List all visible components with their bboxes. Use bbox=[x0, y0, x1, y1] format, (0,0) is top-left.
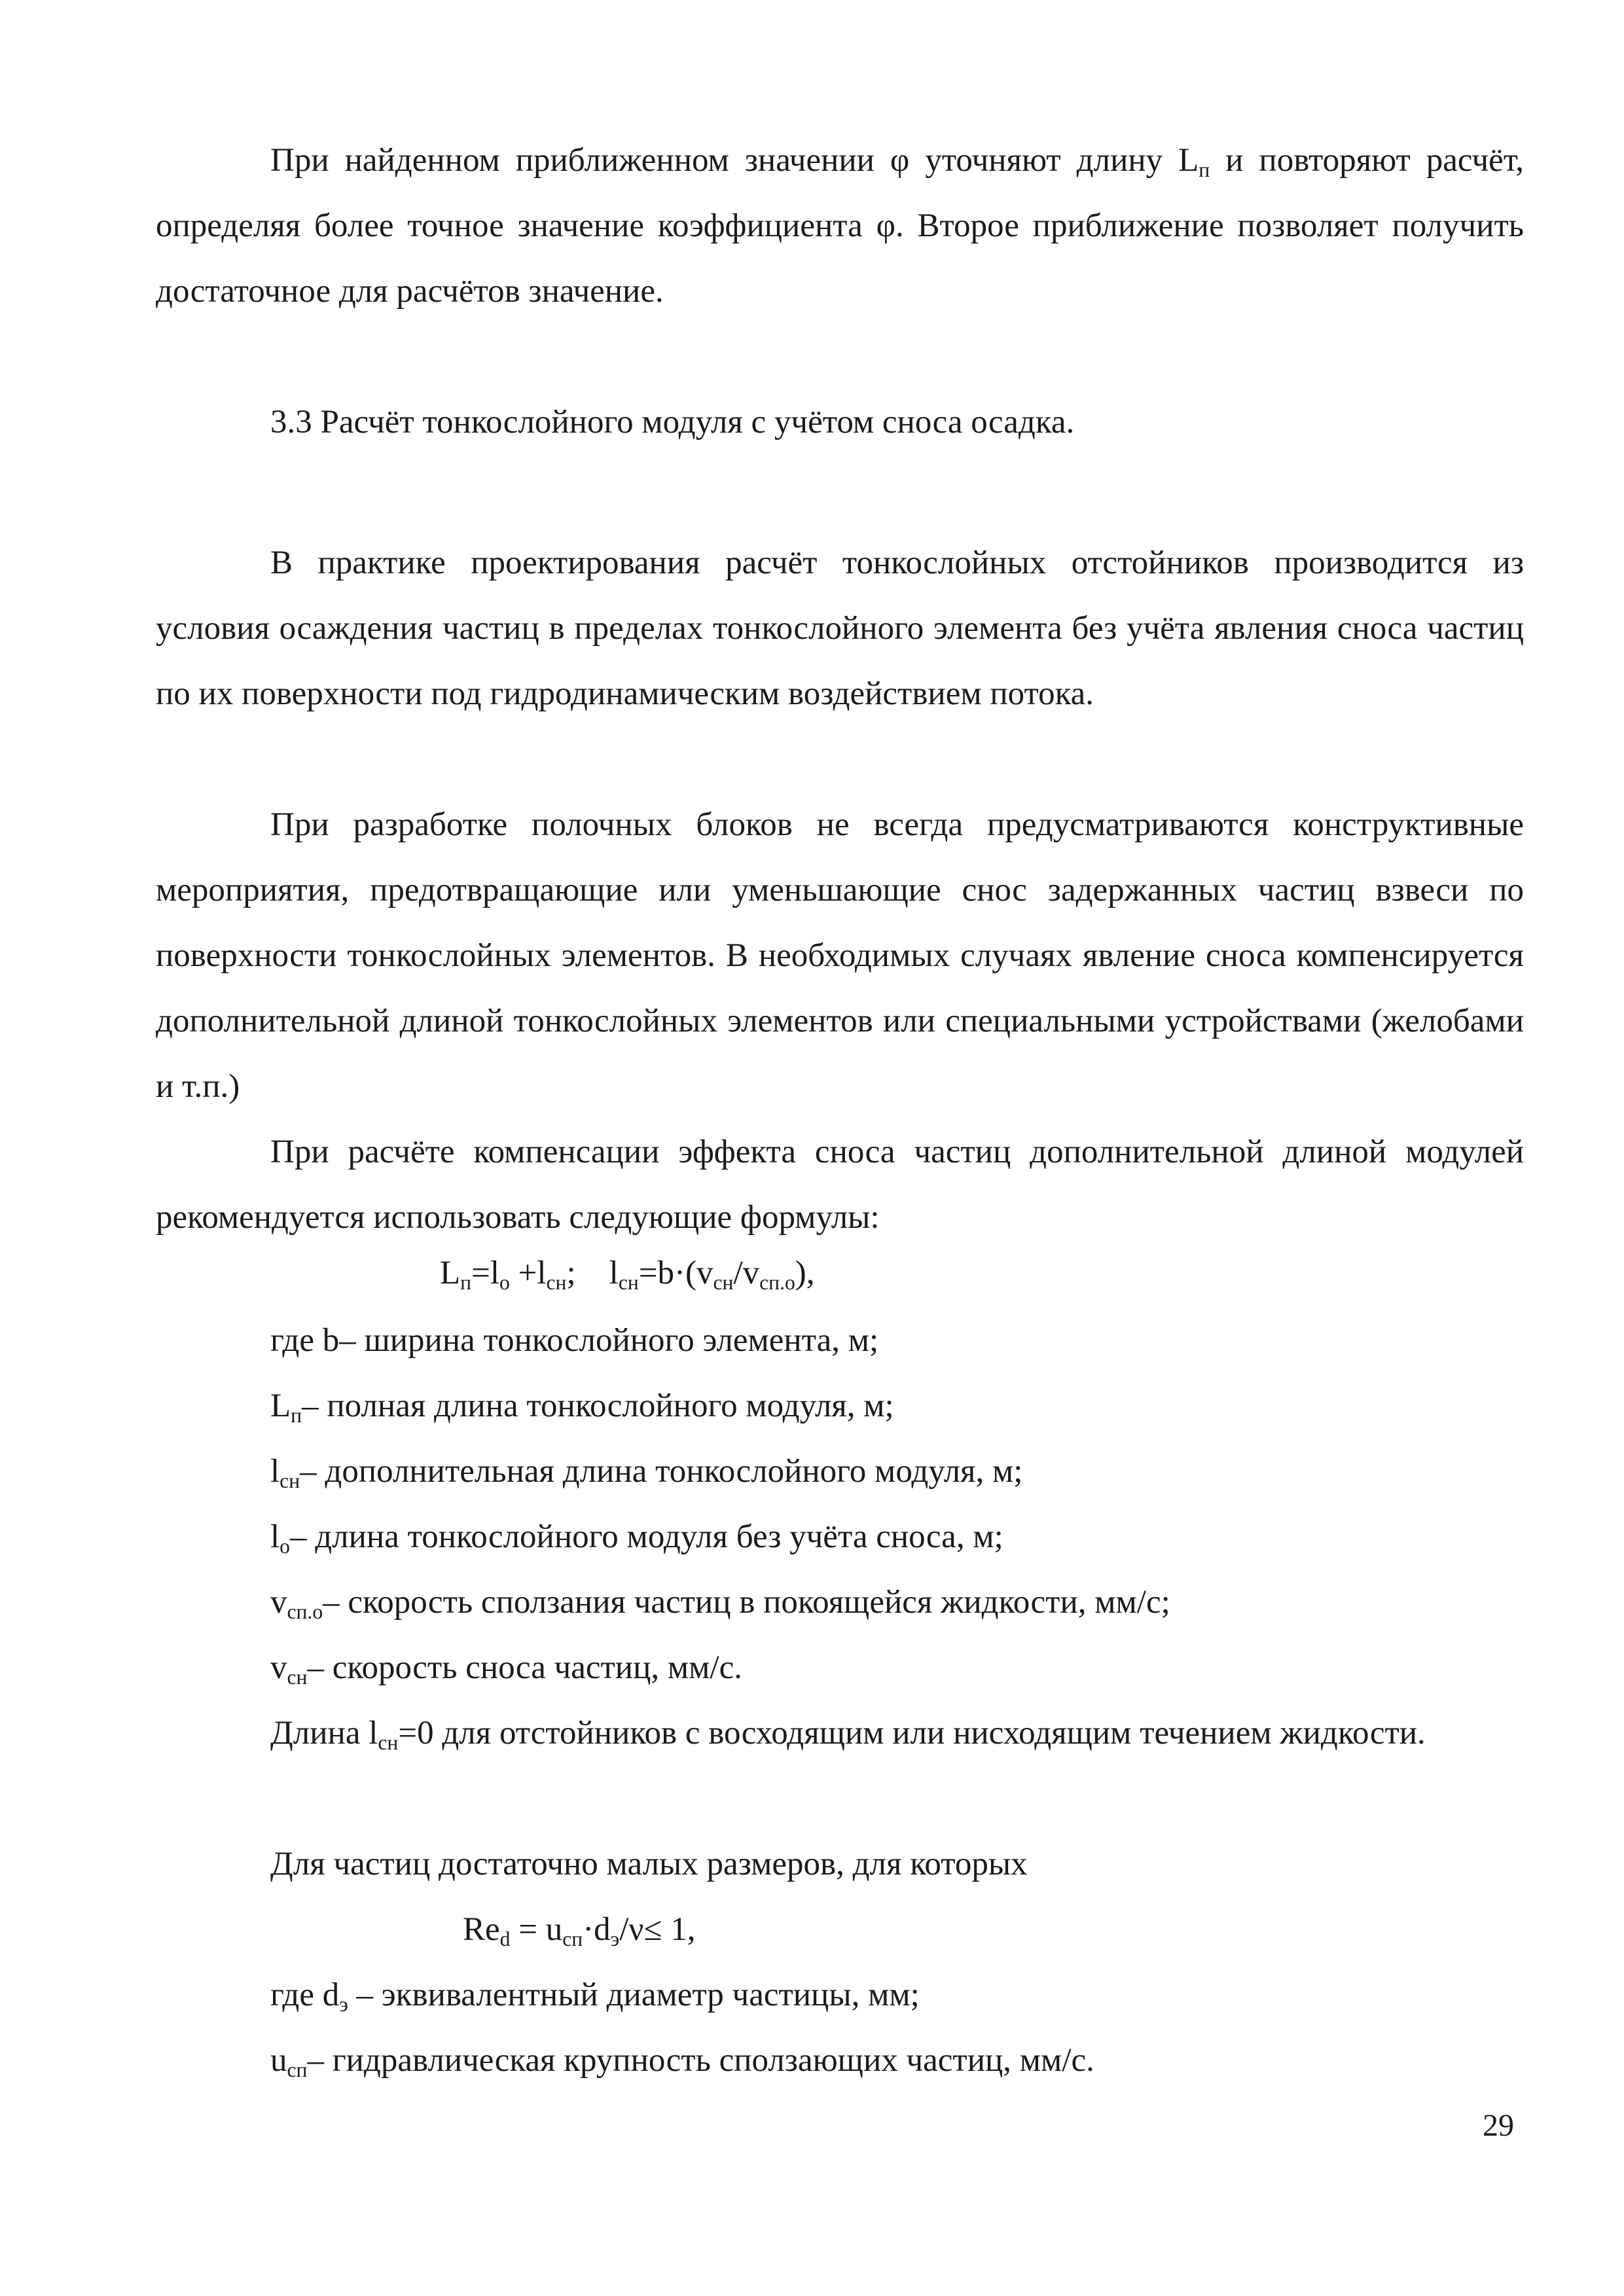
paragraph-2: В практике проектирования расчёт тонкослойных отстойников производится из условия осаждения частиц в пределах тонкослойного элемента без учёта явления сноса частиц по их поверхности под гидродинамическим воздействием потока. bbox=[156, 545, 1524, 712]
para1-subscript: п bbox=[1199, 158, 1210, 181]
definition-vsn: $v_{сн}-$ скорость сноса частиц, мм/с. bbox=[270, 1649, 742, 1689]
formula-reynolds: $Re_d = u_{сп}\cdot d_э/\nu\le 1$, bbox=[463, 1911, 696, 1950]
para1-text-a: При найденном приближенном значении φ уточняют длину L bbox=[270, 142, 1199, 179]
page-number: 29 bbox=[1483, 2108, 1514, 2143]
paragraph-3: При разработке полочных блоков не всегда предусматриваются конструктивные мероприятия, предотвращающие или уменьшающие снос задержанных частиц взвеси по поверхности тонкослойных элементов. В необходимых случаях явление сноса компенсируется дополнительной длиной тонкослойных элементов или специальными устройствами (желобами и т.п.) bbox=[156, 806, 1524, 1105]
definition-de: где $d_э$ – эквивалентный диаметр частицы, мм; bbox=[270, 1977, 920, 2016]
para1-text-b: и повторяют расчёт, определяя более точное значение коэффициента φ. Второе приближение позволяет получить достаточное для расчётов значение. bbox=[156, 142, 1524, 310]
definition-Lp: $L_п-$ полная длина тонкослойного модуля, м; bbox=[270, 1388, 894, 1427]
definition-vspo: $v_{сп.о}-$ скорость сползания частиц в покоящейся жидкости, мм/с; bbox=[270, 1584, 1170, 1623]
paragraph-5: Длина $l_{сн}=0$ для отстойников с восходящим или нисходящим течением жидкости. bbox=[270, 1715, 1426, 1754]
paragraph-6: Для частиц достаточно малых размеров, для которых bbox=[270, 1846, 1028, 1882]
definition-usp: $u_{сп}-$ гидравлическая крупность сползающих частиц, мм/с. bbox=[270, 2042, 1094, 2081]
section-heading: 3.3 Расчёт тонкослойного модуля с учётом сноса осадка. bbox=[270, 404, 1075, 440]
definition-lsn: $l_{сн}-$ дополнительная длина тонкослойного модуля, м; bbox=[270, 1453, 1023, 1492]
definition-lo: $l_о-$ длина тонкослойного модуля без учёта сноса, м; bbox=[270, 1518, 1003, 1558]
paragraph-4: При расчёте компенсации эффекта сноса частиц дополнительной длиной модулей рекомендуется использовать следующие формулы: bbox=[156, 1134, 1524, 1236]
formula-lengths: $L_п=l_о +l_{сн}$; $l_{сн}=b\cdot(v_{сн}/v_{сп.о})$, bbox=[440, 1255, 815, 1294]
definition-b: где b– ширина тонкослойного элемента, м; bbox=[270, 1322, 879, 1359]
paragraph-1 bbox=[156, 128, 1524, 324]
